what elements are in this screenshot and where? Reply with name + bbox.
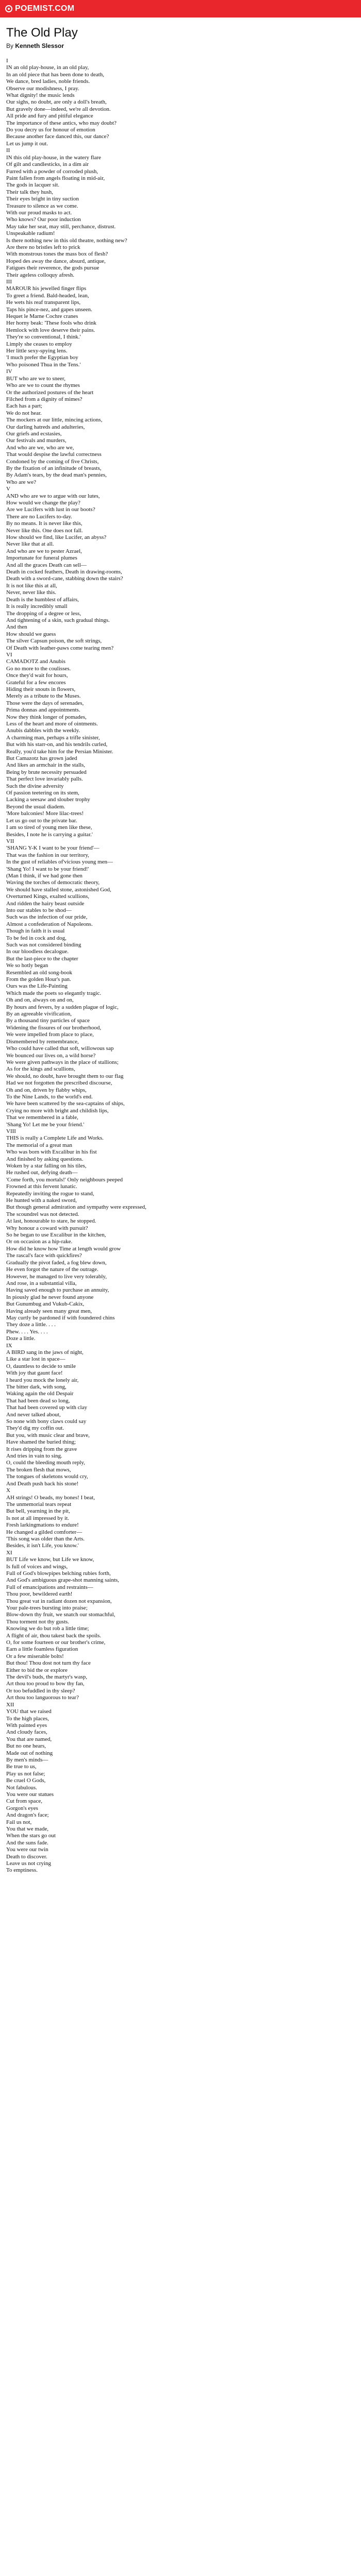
poem-line: And tightening of a skin, such gradual things.: [6, 617, 110, 623]
poem-line: Are we Lucifers with lust in our boots?: [6, 506, 95, 513]
poem-line: MAROUR his jewelled finger flips: [6, 285, 87, 292]
poem-line: How should we guess: [6, 631, 56, 637]
poem-line: To the Nine Lands, to the world's end.: [6, 1093, 93, 1100]
poem-line: Play us not false;: [6, 1770, 45, 1777]
poem-line: The silver Capsun poison, the soft strings,: [6, 638, 102, 645]
poem-line: Though in faith it is usual: [6, 928, 65, 935]
poem-line: I: [6, 58, 8, 64]
poem-line: Her horny beak: 'These fools who drink: [6, 320, 96, 327]
poem-line: Never like that at all.: [6, 541, 54, 548]
poem-line: By an agreeable vivification,: [6, 1011, 72, 1018]
poem-line: But Gunumbug and Vukub-Cakix,: [6, 1301, 85, 1308]
poem-line: Being by brute necessity persuaded: [6, 769, 87, 775]
poem-line: BUT Life we know, but Life we know,: [6, 1556, 94, 1563]
poem-line: Or too befuddled in thy sleep?: [6, 1687, 75, 1694]
poem-line: Limply she ceases to employ: [6, 341, 72, 347]
poem-line: IX: [6, 1342, 12, 1349]
poem-line: Our festivals and murders,: [6, 437, 67, 444]
poem-line: Do you decry us for honour of emotion: [6, 127, 95, 133]
poem-line: By Adam's tears, by the dead man's pennies,: [6, 472, 107, 479]
poem-line: Furred with a powder of corroded plush,: [6, 168, 99, 175]
poem-line: You were our statues: [6, 1791, 54, 1798]
poem-line: Merely as a tribute to the Muses.: [6, 693, 81, 700]
poem-line: XII: [6, 1701, 14, 1708]
poem-line: In the gust of reliables of'vicious young men—: [6, 859, 113, 866]
poem-body: [6, 58, 355, 1874]
poem-line: We were impelled from place to place,: [6, 1031, 94, 1038]
poem-line: But though general admiration and sympathy were expressed,: [6, 1204, 146, 1211]
poem-line: Beyond the usual diadem.: [6, 803, 65, 810]
poem-line: Made out of nothing: [6, 1750, 53, 1756]
poem-line: It rises dripping from the grave: [6, 1446, 77, 1452]
poem-line: How did he know how Time at length would grow: [6, 1245, 121, 1252]
poem-line: Have shamed the buried thing;: [6, 1439, 76, 1446]
poem-line: O, for some fourteen or our brother's crime,: [6, 1639, 106, 1646]
poem-line: VI: [6, 651, 12, 658]
poem-line: By no means. It is never like this,: [6, 520, 83, 527]
poem-line: Overturned Kings, exalted scullions,: [6, 893, 89, 900]
poem-line: By a thousand tiny particles of space: [6, 1018, 90, 1024]
poem-line: And Death push back his stone!: [6, 1480, 79, 1487]
poem-line: May take her seat, may still, perchance, distrust.: [6, 223, 116, 230]
poem-line: Of passion teetering on its stem,: [6, 790, 79, 796]
poem-line: Having saved enough to purchase an annuity,: [6, 1287, 109, 1294]
poem-line: 'Shang Yo! I want to be your friend!': [6, 866, 89, 872]
poem-line: That would despise the lawful correctness: [6, 451, 102, 458]
poem-line: VIII: [6, 1128, 16, 1134]
poem-line: But thou! Thou dost not turn thy face: [6, 1660, 91, 1667]
poem-line: Fresh larkingmations to endure!: [6, 1522, 79, 1529]
poem-line: Knowing we do but rob a little time;: [6, 1625, 89, 1632]
poem-line: Repeatedly inviting the rogue to stand,: [6, 1190, 94, 1197]
poem-line: IN an old play-house, in an old play,: [6, 64, 89, 71]
poem-line: Thou poor, bewildered earth!: [6, 1591, 73, 1598]
site-header: [0, 0, 361, 18]
poem-line: That perfect love invariably palls.: [6, 776, 83, 783]
poem-line: Condoned by the coming of five Christs,: [6, 458, 99, 465]
poem-line: Almost a confederation of Napoleons.: [6, 921, 93, 927]
poem-line: Ours was the Life-Painting: [6, 983, 68, 990]
poem-line: Now they think longer of pomades,: [6, 714, 87, 720]
poem-line: AH strings! O beads, my bones! I beat,: [6, 1494, 95, 1501]
poem-line: He changed a gilded comforter—: [6, 1529, 83, 1535]
poem-line: Who was born with Excalibur in his fist: [6, 1149, 97, 1156]
poem-line: And the suns fade.: [6, 1839, 48, 1846]
poem-line: We should have stalled stone, astonished God,: [6, 886, 111, 893]
poem-line: We dance, bred ladies, noble friends.: [6, 78, 90, 85]
poem-line: Anubis dabbles with the weekly.: [6, 727, 80, 734]
poem-line: Really, you'd take him for the Persian Minister.: [6, 748, 113, 755]
poem-line: And God's ambiguous grape-shot manning saints,: [6, 1577, 119, 1584]
poem-line: Filched from a dignity of mimes?: [6, 396, 83, 402]
poem-line: By hours and fevers, by a sudden plague of logic,: [6, 1004, 119, 1010]
poem-line: A BIRD sang in the jaws of night,: [6, 1349, 84, 1355]
poem-line: Oh and on, driven by flabby whips,: [6, 1087, 87, 1093]
poem-line: V: [6, 486, 10, 493]
poem-line: Or a few miserable bolts!: [6, 1653, 64, 1659]
poem-line: (Man I think, if we had gone then: [6, 872, 83, 879]
poem-line: Frowned at this fervent lunatic.: [6, 1183, 77, 1190]
poem-line: How should we find, like Lucifer, an abyss?: [6, 534, 107, 541]
poem-line: The broken flesh that mows,: [6, 1466, 71, 1473]
poem-line: Hequet le Marne Cochre cranes: [6, 313, 78, 320]
poem-line: We have been scattered by the sea-captains of ships,: [6, 1100, 125, 1107]
poem-line: Let us jump it out.: [6, 140, 48, 147]
poem-line: Of Death with leather-paws come tearing men?: [6, 645, 114, 651]
poem-line: Death is the humblest of affairs,: [6, 596, 79, 603]
poem-line: Never, never like this.: [6, 589, 56, 596]
poem-line: 'SHANG Y-K I want to be your friend'—: [6, 845, 100, 852]
poem-line: I am so tired of young men like these,: [6, 824, 92, 831]
poem-line: Or the authorized postures of the heart: [6, 389, 94, 396]
poem-line: Which made the poets so elegantly tragic.: [6, 990, 102, 996]
poem-line: Is there nothing new in this old theatre, nothing new?: [6, 237, 127, 244]
poem-line: Their ageless colloquy afresh.: [6, 272, 74, 278]
poem-line: Gradually the pivot faded, a fog blew down,: [6, 1259, 107, 1266]
poem-line: Are there no bristles left to prick: [6, 244, 80, 250]
poem-line: Besides, I note he is carrying a guitar.': [6, 831, 93, 838]
poem-line: They doze a little. . . .: [6, 1321, 56, 1328]
poem-line: 'I much prefer the Egyptian boy: [6, 354, 78, 361]
poem-line: To be fed in cock and dog,: [6, 935, 67, 941]
poem-line: Such the divine adversity: [6, 783, 64, 789]
poem-line: And likes an armchair in the stalls,: [6, 762, 86, 769]
poem-line: When the stars go out: [6, 1833, 56, 1839]
poem-line: Death with a sword-cane, stabbing down the stairs?: [6, 575, 123, 582]
poem-line: Cut from space,: [6, 1798, 42, 1805]
logo-icon: [5, 5, 12, 12]
poem-line: Such was the infection of our pride,: [6, 914, 88, 921]
poem-line: A charming man, perhaps a trifle sinister,: [6, 734, 100, 741]
poem-line: II: [6, 147, 10, 154]
poem-line: Who are we to count the rhymes: [6, 382, 80, 389]
poem-line: Importunate for funeral plumes: [6, 555, 77, 562]
poem-line: Paint fallen from angels floating in mid-air,: [6, 175, 105, 181]
logo-text: POEMIST.COM: [15, 4, 75, 13]
poem-line: 'This song was older than the Arts.: [6, 1535, 85, 1542]
poem-line: We do not hear.: [6, 410, 42, 416]
poem-line: We bounced our lives on, a wild horse?: [6, 1052, 96, 1059]
poem-line: We should, no doubt, have brought them to our flag: [6, 1073, 124, 1079]
poem-line: Our griefs and ecstasies,: [6, 430, 62, 437]
poem-line: Either to bid the or explore: [6, 1667, 68, 1673]
poem-line: Why honour a coward with pursuit?: [6, 1225, 88, 1231]
poem-line: The importance of these antics, who may doubt?: [6, 120, 117, 126]
poem-line: The devil's buds, the martyr's wasp,: [6, 1674, 88, 1681]
poem-line: 'More balconies! More lilac-trees!: [6, 810, 84, 817]
poem-line: It is really incredibly small: [6, 603, 68, 610]
poem-line: Because another face danced this, our dance?: [6, 133, 109, 140]
poem-line: At last, honourable to stare, he stopped.: [6, 1218, 96, 1225]
poem-line: Art thou too proud to bow thy fan,: [6, 1681, 85, 1687]
poem-line: The dropping of a degree or less,: [6, 610, 81, 617]
poem-line: Waking again the old Despair: [6, 1391, 74, 1397]
poem-line: But no one hears,: [6, 1743, 46, 1750]
poem-line: BUT who are we to sneer,: [6, 375, 65, 382]
poem-line: Dismembered by remembrance,: [6, 1038, 79, 1045]
poem-line: Go no more to the coulisses.: [6, 665, 71, 672]
poem-line: There are no Lucifers to-day.: [6, 513, 72, 520]
poem-line: Who poisoned Thua in the Tens.': [6, 361, 81, 368]
poem-line: Fail us not,: [6, 1819, 32, 1825]
poem-line: Death in cocked feathers, Death in drawing-rooms,: [6, 569, 122, 575]
poem-line: And cloudy faces,: [6, 1729, 47, 1736]
poem-line: CAMADOTZ and Anubis: [6, 658, 65, 665]
poem-line: I heard you mock the lonely air,: [6, 1377, 79, 1383]
poem-line: Treasure to silence as we come.: [6, 202, 78, 209]
poem-line: III: [6, 279, 12, 285]
poem-line: O, dauntless to decide to smile: [6, 1363, 76, 1369]
poem-line: IN this old play-house, in the watery flare: [6, 154, 101, 161]
poem-line: You that are named,: [6, 1736, 52, 1742]
poem-line: You that we made,: [6, 1826, 48, 1832]
poem-line: What dignity! the music lends: [6, 92, 75, 99]
poem-line: X: [6, 1487, 10, 1494]
poem-line: Crying no more with bright and childish lips,: [6, 1107, 109, 1114]
poem-line: AND who are we to argue with our lutes,: [6, 493, 100, 499]
poem-line: And tries in vain to sing.: [6, 1453, 62, 1460]
poem-line: Had we not forgotten the prescribed discourse,: [6, 1080, 112, 1087]
poem-line: And all the graces Death can sell—: [6, 562, 87, 568]
poem-line: So none with bony claws could say: [6, 1418, 87, 1425]
poem-line: Into our stables to be shod—: [6, 907, 72, 913]
poem-line: Observe our modishness, I pray.: [6, 85, 79, 92]
poem-line: 'Come forth, you mortals!' Only neighbours peeped: [6, 1176, 123, 1183]
poem-line: Hoped des away the dance, absurd, antique,: [6, 258, 106, 264]
poem-line: They're so conventional, I think.': [6, 334, 81, 341]
poem-line: A flight of air, thou takest back the spoils.: [6, 1632, 102, 1639]
poem-line: Who are we?: [6, 479, 37, 485]
poem-line: Never like this. One does not fall.: [6, 527, 83, 534]
poem-line: Such was not considered binding: [6, 942, 81, 948]
poem-line: Let us go out to the private bar.: [6, 817, 77, 824]
poem-line: You were our twin: [6, 1846, 48, 1853]
poem-line: Those were the days of serenades,: [6, 700, 84, 706]
poem-line: Your pale-trees bursting into praise;: [6, 1605, 88, 1611]
poem-line: THIS is really a Complete Life and Works.: [6, 1135, 104, 1142]
site-logo[interactable]: [5, 4, 74, 13]
poem-line: From the golden Hour's pan.: [6, 976, 71, 983]
poem-line: Besides, it isn't Life, you know.': [6, 1543, 79, 1549]
poem-line: And rose, in a substantial villa,: [6, 1280, 77, 1286]
poem-line: Of gilt and candlesticks, in a dim air: [6, 161, 89, 168]
poem-line: Gorgon's eyes: [6, 1805, 38, 1811]
poem-line: That had been covered up with clay: [6, 1404, 87, 1411]
poem-line: Death to discover.: [6, 1853, 47, 1860]
poem-line: He even forgot the nature of the outrage.: [6, 1266, 99, 1273]
poem-line: Widening the fissures of our brotherhood,: [6, 1024, 102, 1031]
poem-line: Who could have called that soft, willowous sap: [6, 1045, 114, 1052]
poem-line: Our darling hatreds and adulteries,: [6, 423, 85, 430]
poem-line: Art thou too languorous to tear?: [6, 1694, 79, 1701]
poem-line: They'd dig my coffin out.: [6, 1425, 64, 1432]
poem-line: Be true to us,: [6, 1764, 37, 1770]
poem-line: May curtly be pardoned if with foundered chins: [6, 1314, 115, 1321]
poem-line: In an old piece that has been done to death,: [6, 71, 104, 78]
poem-line: Their talk they hush,: [6, 189, 54, 195]
poem-line: As for the kings and scullions,: [6, 1066, 75, 1073]
poem-line: Their eyes bright in tiny suction: [6, 196, 79, 202]
poem-line: Having already seen many great men,: [6, 1308, 92, 1314]
poem-line: Is not at all impressed by it.: [6, 1515, 69, 1521]
poem-line: The tongues of skeletons would cry,: [6, 1473, 88, 1480]
poem-line: Thou great vat in radiant dozen not expansion,: [6, 1598, 112, 1604]
poem-line: So he began to use Excalibur in the kitchen,: [6, 1232, 106, 1239]
poem-line: But Camazotz has grown jaded: [6, 755, 77, 762]
poem-line: Resembled an old song-book: [6, 969, 73, 976]
poem-line: The rascal's face with quickfires?: [6, 1252, 82, 1259]
byline: [6, 42, 355, 49]
poem-line: How would we change the play?: [6, 500, 80, 506]
poem-line: And never talked about,: [6, 1411, 61, 1418]
poem-line: Doze a little.: [6, 1335, 36, 1342]
poem-line: We so hotly began: [6, 962, 48, 969]
poem-line: We were given pathways in the place of stallions;: [6, 1059, 119, 1065]
poem-line: That was the fashion in our territory,: [6, 852, 89, 858]
poem-line: The gods in lacquer sit.: [6, 182, 59, 189]
poem-line: Earn a little foamless figuration: [6, 1646, 78, 1653]
poem-line: Lacking a seesaw and slouber trophy: [6, 796, 90, 803]
poem-line: He hunted with a naked sword,: [6, 1197, 77, 1204]
poem-line: To emptiness.: [6, 1867, 38, 1874]
poem-line: But with his starr-on, and his tendrils curled,: [6, 741, 108, 748]
poem-line: It is not like this at all,: [6, 582, 57, 589]
byline-prefix: By: [6, 42, 14, 49]
poem-title: The Old Play: [6, 26, 78, 40]
poem-container: [0, 18, 361, 1874]
poem-line: Grateful for a few encores: [6, 679, 66, 686]
poem-line: However, he managed to live very tolerably,: [6, 1273, 107, 1280]
poem-line: Is full of voices and wings,: [6, 1563, 68, 1570]
poem-line: And dragon's face;: [6, 1812, 49, 1819]
poem-line: Unspeakable radium!: [6, 230, 55, 237]
poem-line: Hemlock with love deserve their pains.: [6, 327, 95, 333]
poem-line: 'Shang Yo! Let me be your friend.': [6, 1121, 85, 1128]
poem-line: VII: [6, 838, 14, 844]
poem-line: And who are we to pester Azrael,: [6, 548, 82, 554]
poem-line: Waving the torches of democratic theory,: [6, 879, 100, 886]
poem-line: In our bloodless decalogue.: [6, 948, 69, 955]
poem-line: Phew. . . . Yes. . . .: [6, 1328, 48, 1335]
poem-line: Once they'd wait for hours,: [6, 672, 68, 679]
poem-line: And then: [6, 624, 27, 631]
poem-line: Who knows? Our poor induction: [6, 216, 81, 223]
poem-line: The memorial of a great man: [6, 1142, 72, 1148]
poem-line: The mockers at our little, mincing actions,: [6, 417, 103, 423]
poem-line: The scoundrel was not detected.: [6, 1211, 79, 1217]
poem-line: He rushed out, defying death—: [6, 1170, 78, 1176]
poem-line: With painted eyes: [6, 1722, 47, 1728]
poem-line: Woken by a star falling on his tiles,: [6, 1163, 87, 1169]
poem-line: Like a star lost in space—: [6, 1356, 65, 1363]
poem-line: The bitter dark, with song,: [6, 1384, 67, 1390]
poem-line: Blow-down thy fruit, we snatch our stomachful,: [6, 1612, 116, 1618]
poem-line: O, could the bleeding mouth reply,: [6, 1460, 85, 1466]
author-name[interactable]: Kenneth Slessor: [15, 42, 64, 49]
poem-line: And who are we, who are we,: [6, 444, 74, 451]
poem-line: That we remembered in a fable,: [6, 1114, 78, 1121]
poem-line: Hiding their snouts in flowers,: [6, 686, 76, 692]
poem-line: IV: [6, 368, 12, 375]
poem-line: But you, with music clear and brave,: [6, 1432, 90, 1438]
poem-line: By the fixation of an infinitude of breasts,: [6, 465, 102, 471]
poem-line: All pride and fury and pitiful elegance: [6, 113, 93, 120]
poem-line: That had been dead so long,: [6, 1397, 70, 1404]
poem-line: But gravely done—indeed, we're all devotion.: [6, 106, 111, 112]
poem-line: Or on occasion as a hip-rake.: [6, 1239, 73, 1245]
poem-line: To the high places,: [6, 1715, 49, 1722]
poem-line: Less of the heart and more of ointments.: [6, 721, 98, 727]
poem-line: With our proud masks to act.: [6, 209, 72, 216]
poem-line: XI: [6, 1549, 12, 1556]
poem-line: And finished by asking questions.: [6, 1156, 84, 1162]
poem-line: By men's minds—: [6, 1756, 48, 1763]
poem-line: Oh and on, always on and on,: [6, 997, 74, 1004]
poem-line: Full of God's blowpipes belching rubies forth,: [6, 1570, 111, 1577]
poem-line: But bell, yearning in the pit,: [6, 1508, 70, 1515]
poem-line: Each has a part;: [6, 403, 42, 410]
poem-line: Taps his pince-nez, and gapes unseen.: [6, 306, 92, 313]
poem-line: But the last-piece to the chapter: [6, 955, 78, 962]
poem-line: Her little sexy-spying lens.: [6, 348, 68, 354]
poem-line: Leave us not crying: [6, 1860, 52, 1867]
poem-line: Not fabulous.: [6, 1784, 37, 1791]
poem-line: He wets his reaf transparent lips,: [6, 299, 81, 306]
poem-line: Full of emancipations and restraints—: [6, 1584, 93, 1590]
poem-line: To greet a friend. Bald-headed, lean,: [6, 292, 89, 299]
poem-line: The unmemorial tears repeat: [6, 1501, 72, 1507]
poem-line: Prima donnas and appointments.: [6, 707, 80, 714]
poem-line: Fatigues their reverence, the gods pursue: [6, 265, 100, 272]
poem-line: Be cruel O Gods,: [6, 1777, 46, 1784]
poem-line: With monstrous tones the mass box of flesh?: [6, 251, 108, 258]
poem-line: In piously glad he never found anyone: [6, 1294, 94, 1300]
poem-line: With joy that gaunt face!: [6, 1370, 63, 1377]
poem-line: Thou torment not thy gusts.: [6, 1618, 69, 1625]
poem-line: YOU that we raised: [6, 1708, 52, 1715]
poem-line: And ridden the hairy beast outside: [6, 900, 85, 907]
poem-line: Our sighs, no doubt, are only a doll's breath,: [6, 99, 107, 106]
